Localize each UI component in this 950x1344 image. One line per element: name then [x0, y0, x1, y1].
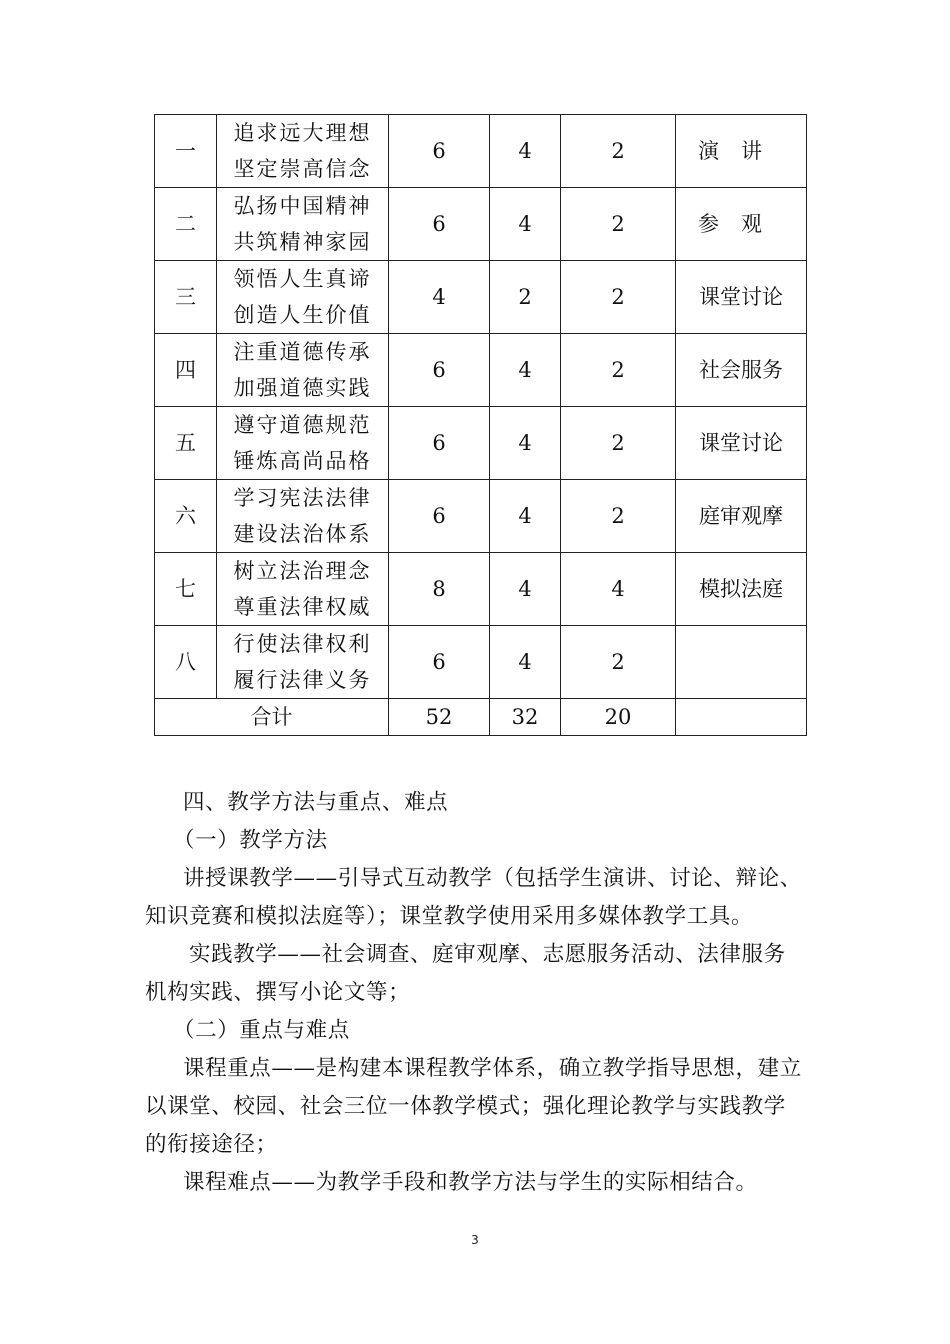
unit-number-cell: 四: [155, 334, 217, 407]
practice-method-cell: 庭审观摩: [676, 480, 807, 553]
page-number: 3: [471, 1233, 479, 1247]
theory-hours-cell: 4: [490, 480, 561, 553]
unit-number-cell: 七: [155, 553, 217, 626]
paragraph-lecture-teaching: 讲授课教学——引导式互动教学（包括学生演讲、讨论、辩论、知识竞赛和模拟法庭等）；课堂教学使用采用多媒体教学工具。: [145, 866, 802, 929]
unit-title-line-2: 坚定崇高信念: [233, 157, 372, 181]
total-hours-cell: 6: [389, 334, 490, 407]
practice-method-cell: 演讲: [676, 115, 807, 188]
practice-hours-cell: 2: [561, 115, 676, 188]
sum-theory-hours-cell: 32: [490, 699, 561, 736]
practice-hours-cell: 2: [561, 334, 676, 407]
subheading-key-points: （二）重点与难点: [173, 1018, 350, 1043]
table-row: [155, 115, 807, 188]
table-row: [155, 553, 807, 626]
unit-title-line-2: 尊重法律权威: [233, 595, 372, 619]
practice-method-cell: 课堂讨论: [676, 407, 807, 480]
total-row: [155, 699, 807, 736]
paragraph-practice-teaching: 实践教学——社会调查、庭审观摩、志愿服务活动、法律服务机构实践、撰写小论文等；: [145, 942, 786, 1005]
total-hours-cell: 6: [389, 188, 490, 261]
unit-title-line-1: 注重道德传承: [233, 340, 372, 364]
table-row: [155, 188, 807, 261]
unit-title-line-2: 锤炼高尚品格: [233, 449, 372, 473]
unit-title-cell: [217, 553, 389, 626]
theory-hours-cell: 2: [490, 261, 561, 334]
unit-number-cell: 八: [155, 626, 217, 699]
unit-title-line-1: 遵守道德规范: [233, 413, 372, 437]
unit-title-cell: [217, 407, 389, 480]
total-hours-cell: 4: [389, 261, 490, 334]
practice-method-cell: 参观: [676, 188, 807, 261]
practice-hours-cell: 2: [561, 188, 676, 261]
unit-title-line-1: 领悟人生真谛: [233, 267, 372, 291]
unit-title-line-2: 加强道德实践: [233, 376, 372, 400]
unit-title-line-1: 行使法律权利: [233, 632, 372, 656]
unit-title-line-1: 树立法治理念: [233, 559, 372, 583]
unit-title-line-2: 共筑精神家园: [233, 230, 372, 254]
table-row: [155, 626, 807, 699]
total-hours-cell: 6: [389, 626, 490, 699]
practice-hours-cell: 2: [561, 407, 676, 480]
unit-title-cell: [217, 626, 389, 699]
practice-hours-cell: 2: [561, 626, 676, 699]
practice-method-cell: [676, 626, 807, 699]
subheading-teaching-methods: （一）教学方法: [173, 828, 328, 853]
unit-title-cell: [217, 115, 389, 188]
unit-title-cell: [217, 188, 389, 261]
unit-number-cell: 五: [155, 407, 217, 480]
theory-hours-cell: 4: [490, 188, 561, 261]
total-label-cell: 合计: [155, 699, 389, 736]
total-hours-cell: 8: [389, 553, 490, 626]
section-heading: 四、教学方法与重点、难点: [183, 790, 449, 815]
unit-title-line-1: 弘扬中国精神: [233, 194, 372, 218]
table-row: [155, 480, 807, 553]
table-row: [155, 261, 807, 334]
table-body: [155, 115, 807, 736]
unit-title-line-2: 创造人生价值: [233, 303, 372, 327]
unit-title-line-2: 建设法治体系: [233, 522, 372, 546]
unit-title-line-2: 履行法律义务: [233, 668, 372, 692]
unit-number-cell: 二: [155, 188, 217, 261]
unit-title-cell: [217, 261, 389, 334]
practice-method-cell: 模拟法庭: [676, 553, 807, 626]
theory-hours-cell: 4: [490, 407, 561, 480]
unit-number-cell: 三: [155, 261, 217, 334]
total-hours-cell: 6: [389, 115, 490, 188]
unit-number-cell: 六: [155, 480, 217, 553]
theory-hours-cell: 4: [490, 334, 561, 407]
table-row: [155, 334, 807, 407]
sum-practice-hours-cell: 20: [561, 699, 676, 736]
unit-title-line-1: 追求远大理想: [233, 121, 372, 145]
practice-method-cell: 课堂讨论: [676, 261, 807, 334]
theory-hours-cell: 4: [490, 115, 561, 188]
unit-number-cell: 一: [155, 115, 217, 188]
practice-hours-cell: 2: [561, 261, 676, 334]
unit-title-line-1: 学习宪法法律: [233, 486, 372, 510]
theory-hours-cell: 4: [490, 553, 561, 626]
sum-method-cell: [676, 699, 807, 736]
table-row: [155, 407, 807, 480]
practice-hours-cell: 4: [561, 553, 676, 626]
total-hours-cell: 6: [389, 407, 490, 480]
practice-method-cell: 社会服务: [676, 334, 807, 407]
total-hours-cell: 6: [389, 480, 490, 553]
unit-title-cell: [217, 334, 389, 407]
practice-hours-cell: 2: [561, 480, 676, 553]
course-hours-table: [154, 114, 807, 736]
unit-title-cell: [217, 480, 389, 553]
paragraph-course-key-points: 课程重点——是构建本课程教学体系，确立教学指导思想，建立以课堂、校园、社会三位一体教学模式；强化理论教学与实践教学的衔接途径；: [145, 1056, 802, 1157]
paragraph-course-difficulties: 课程难点——为教学手段和教学方法与学生的实际相结合。: [183, 1170, 758, 1195]
theory-hours-cell: 4: [490, 626, 561, 699]
sum-total-hours-cell: 52: [389, 699, 490, 736]
